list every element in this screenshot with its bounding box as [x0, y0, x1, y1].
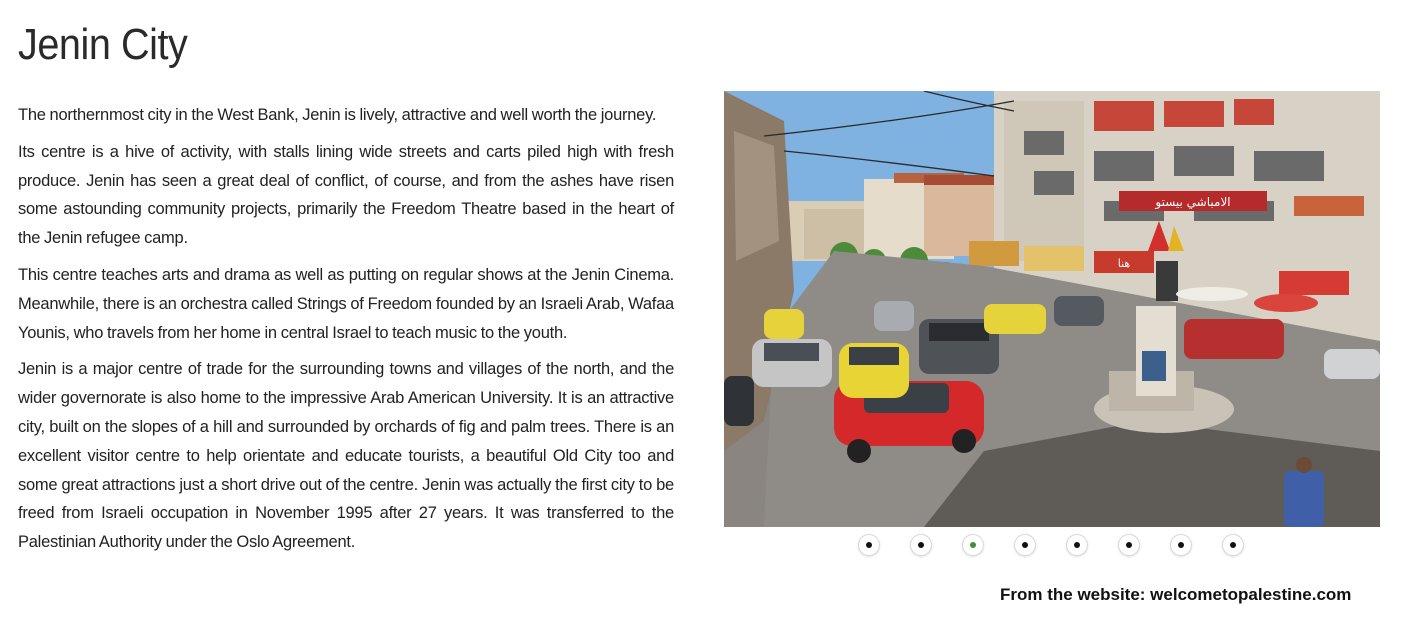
slide-dot-7[interactable] [1170, 534, 1192, 556]
slide-dot-8[interactable] [1222, 534, 1244, 556]
pedestrian [1284, 471, 1324, 527]
paragraph-arts: This centre teaches arts and drama as well as putting on regular shows at the Jenin Cinema. Meanwhile, there is an orchestra called Strings of Freedom founded by an Israeli Arab, Wafaa Younis, who travels from her home in central Israel to teach music to the youth. [18, 265, 674, 342]
article-body [18, 101, 674, 565]
car-silver [752, 339, 832, 387]
shop-sign-text: الامباشي بيستو [1155, 195, 1231, 209]
car-yellow-taxi [839, 343, 909, 398]
dot-marker [970, 542, 976, 548]
slide-dot-2[interactable] [910, 534, 932, 556]
dot-marker [1230, 542, 1236, 548]
slide-dot-6[interactable] [1118, 534, 1140, 556]
paragraph-centre: Its centre is a hive of activity, with stalls lining wide streets and carts piled high with fresh produce. Jenin has seen a great deal of conflict, of course, and from the ashes have risen some astounding community projects, primarily the Freedom Theatre based in the heart of the Jenin refugee camp. [18, 142, 674, 248]
slide-dot-5[interactable] [1066, 534, 1088, 556]
photo-slideshow[interactable] [724, 91, 1380, 527]
slide-dot-4[interactable] [1014, 534, 1036, 556]
slide-dot-1[interactable] [858, 534, 880, 556]
dot-marker [918, 542, 924, 548]
fast-food-sign-text: هنا [1117, 257, 1131, 270]
jenin-street-photo [724, 91, 1380, 527]
source-credit: From the website: welcometopalestine.com [1000, 585, 1352, 604]
dot-marker [1022, 542, 1028, 548]
paragraph-trade: Jenin is a major centre of trade for the surrounding towns and villages of the north, and the wider governorate is also home to the impressive Arab American University. It is an attractive city, built on the slopes of a hill and surrounded by orchards of fig and palm trees. There is an excellent visitor centre to help orientate and educate tourists, a beautiful Old City too and some great attractions just a short drive out of the centre. Jenin was actually the first city to be freed from Israeli occupation in November 1995 after 27 years. It was transferred to the Palestinian Authority under the Oslo Agreement. [18, 360, 674, 552]
page-title: Jenin City [18, 20, 188, 69]
dot-marker [866, 542, 872, 548]
dot-marker [1126, 542, 1132, 548]
slideshow-pagination [858, 534, 1244, 556]
paragraph-intro: The northernmost city in the West Bank, Jenin is lively, attractive and well worth the journey. [18, 106, 657, 124]
slide-dot-3-active[interactable] [962, 534, 984, 556]
dot-marker [1074, 542, 1080, 548]
dot-marker [1178, 542, 1184, 548]
